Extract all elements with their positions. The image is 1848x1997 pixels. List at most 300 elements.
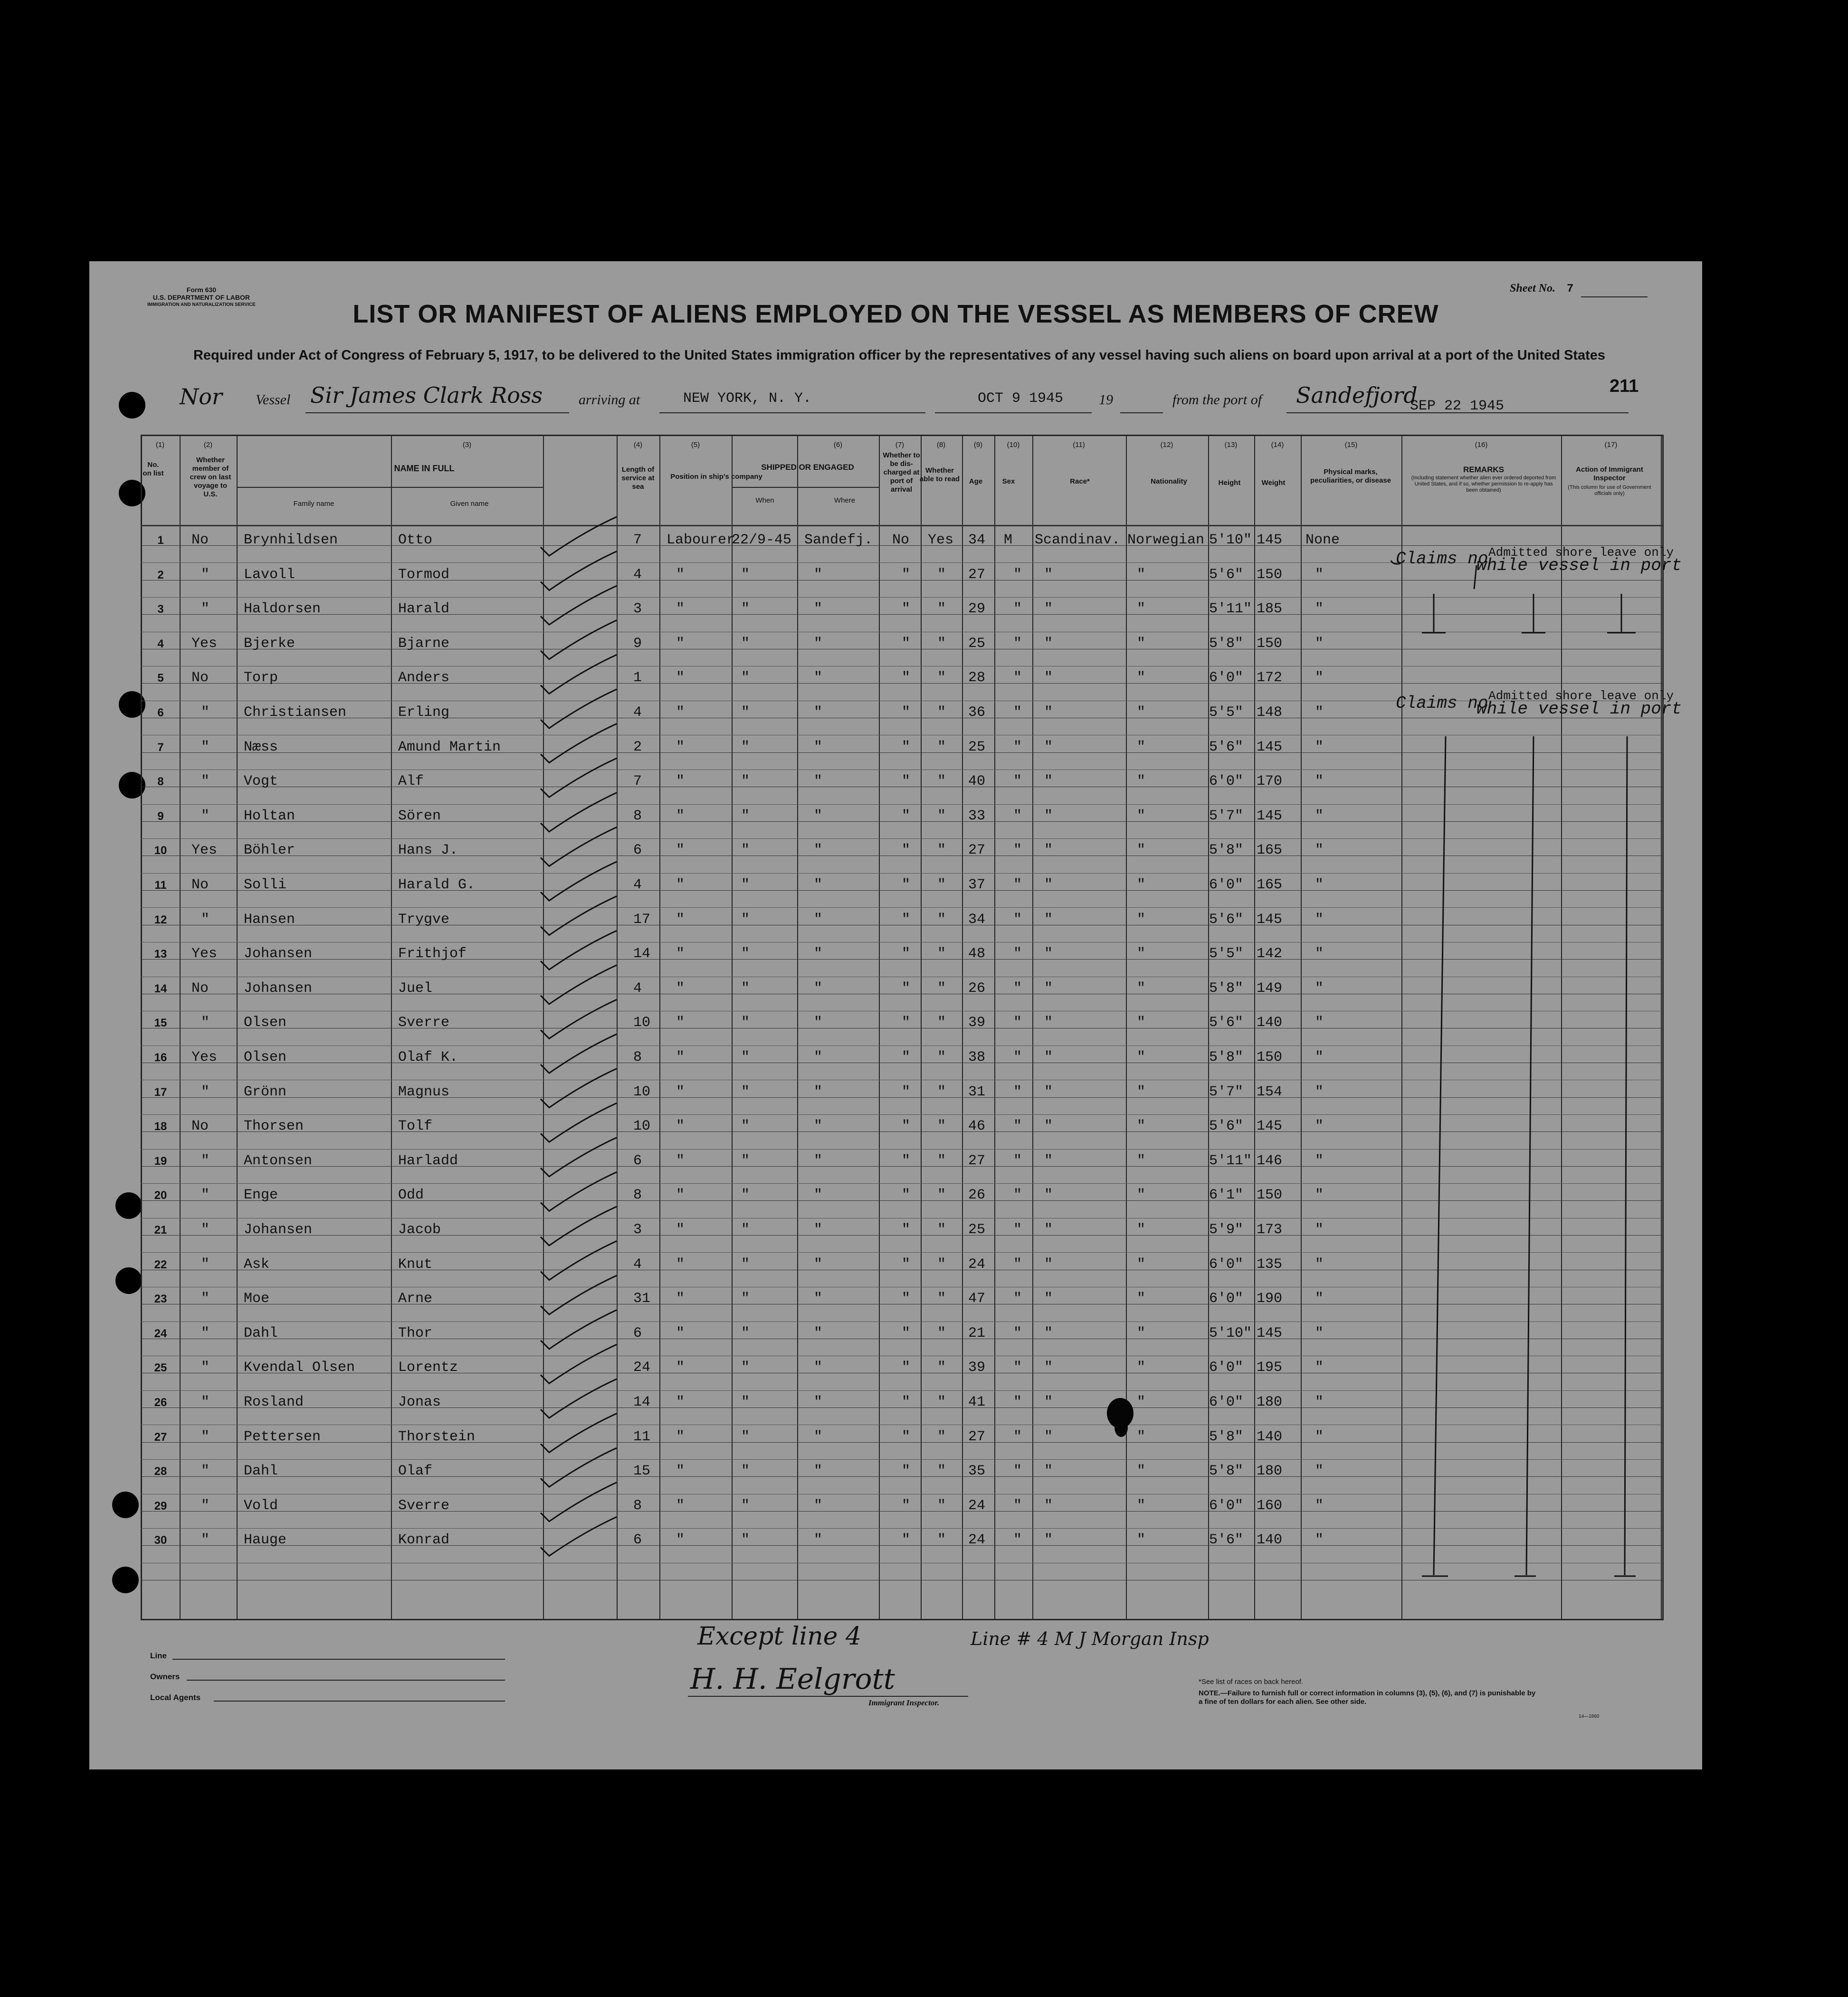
cell-position: " (676, 1394, 685, 1410)
check-mark (541, 724, 617, 763)
cell-nationality: " (1137, 1291, 1146, 1307)
cell-discharged: " (902, 1118, 911, 1135)
header-shipped-engaged: SHIPPED OR ENGAGED (761, 463, 854, 472)
header-last-voyage: Whether member of crew on last voyage to U.S. (190, 456, 231, 498)
cell-age: 39 (968, 1360, 986, 1376)
cell-given: Sören (398, 808, 441, 824)
cell-race: " (1044, 1152, 1053, 1169)
cell-when: " (741, 1222, 750, 1238)
cell-height: 6'0" (1209, 1256, 1244, 1273)
cell-height: 5'6" (1209, 1532, 1244, 1549)
column-number: (9) (973, 441, 983, 449)
cell-when: " (741, 566, 750, 583)
cell-weight: 150 (1257, 566, 1283, 583)
cell-family: Holtan (244, 808, 295, 824)
cell-where: " (814, 1222, 823, 1238)
cell-when: " (741, 635, 750, 652)
cell-read: " (937, 1256, 946, 1273)
cell-given: Erling (398, 704, 450, 721)
cell-last-voyage: " (201, 1291, 210, 1307)
cell-weight: 135 (1257, 1256, 1283, 1273)
cell-given: Sverre (398, 1497, 450, 1514)
check-mark (541, 931, 617, 970)
row-number: 17 (154, 1085, 167, 1099)
year-prefix: 19 (1099, 392, 1113, 408)
manifest-sheet (89, 261, 1702, 1769)
cell-sex: " (1013, 601, 1022, 618)
sheet-number-label: Sheet No. (1510, 282, 1555, 295)
row-number: 8 (157, 775, 164, 789)
cell-race: " (1044, 1049, 1053, 1065)
check-mark (541, 655, 617, 694)
cell-sex: " (1013, 1152, 1022, 1169)
cell-given: Bjarne (398, 635, 450, 652)
header-height: Height (1218, 479, 1241, 487)
cell-age: 29 (968, 601, 986, 618)
cell-nationality: " (1137, 1152, 1146, 1169)
cell-when: " (741, 1463, 750, 1480)
cell-discharged: " (902, 1015, 911, 1031)
cell-nationality: " (1137, 1463, 1146, 1480)
cell-when: " (741, 1325, 750, 1341)
cell-family: Antonsen (244, 1152, 313, 1169)
cell-family: Grönn (244, 1084, 287, 1100)
cell-nationality: " (1137, 1222, 1146, 1238)
cell-when: " (741, 911, 750, 928)
cell-family: Moe (244, 1291, 270, 1307)
cell-where: " (814, 1256, 823, 1273)
column-number: (8) (936, 441, 946, 449)
column-number: (12) (1160, 441, 1173, 449)
cell-race: " (1044, 1497, 1053, 1514)
cell-discharged: " (902, 1428, 911, 1445)
departure-port: Sandefjord (1296, 382, 1418, 408)
cell-weight: 145 (1257, 808, 1283, 824)
cell-nationality: " (1137, 1325, 1146, 1341)
cell-family: Böhler (244, 842, 295, 859)
cell-weight: 170 (1257, 773, 1283, 790)
cell-last-voyage: " (201, 773, 210, 790)
cell-service: 31 (633, 1291, 651, 1307)
header-nationality: Nationality (1151, 477, 1187, 485)
header-remarks: REMARKS (1463, 465, 1504, 474)
cell-read: " (937, 1532, 946, 1549)
cell-when: " (741, 1394, 750, 1410)
cell-weight: 150 (1257, 1187, 1283, 1204)
cell-discharged: " (902, 1187, 911, 1204)
cell-sex: " (1013, 1187, 1022, 1204)
cell-height: 5'9" (1209, 1222, 1244, 1238)
cell-read: " (937, 1222, 946, 1238)
cell-family: Vold (244, 1497, 278, 1514)
page-number: 211 (1610, 376, 1639, 396)
cell-last-voyage: Yes (191, 635, 218, 652)
column-number: (5) (691, 441, 700, 449)
sheet-number-value: 7 (1567, 283, 1574, 295)
cell-marks: " (1315, 601, 1324, 618)
cell-position: " (676, 1291, 685, 1307)
column-number: (3) (462, 441, 472, 449)
cell-family: Haldorsen (244, 601, 321, 618)
cell-nationality: " (1137, 670, 1146, 686)
cell-marks: " (1315, 670, 1324, 686)
cell-race: " (1044, 911, 1053, 928)
cell-position: " (676, 1187, 685, 1204)
cell-nationality: " (1137, 1049, 1146, 1065)
cell-when: " (741, 1118, 750, 1135)
cell-discharged: " (902, 1084, 911, 1100)
cell-marks: " (1315, 1015, 1324, 1031)
cell-marks: " (1315, 1325, 1324, 1341)
cell-position: " (676, 1360, 685, 1376)
cell-race: " (1044, 808, 1053, 824)
cell-position: " (676, 1118, 685, 1135)
cell-marks: " (1315, 1463, 1324, 1480)
cell-where: " (814, 911, 823, 928)
cell-height: 5'8" (1209, 1463, 1244, 1480)
cell-where: " (814, 1325, 823, 1341)
cell-sex: " (1013, 1015, 1022, 1031)
cell-read: " (937, 704, 946, 721)
cell-service: 7 (633, 773, 642, 790)
cell-where: " (814, 808, 823, 824)
cell-weight: 160 (1257, 1497, 1283, 1514)
cell-read: " (937, 877, 946, 893)
cell-nationality: " (1137, 1256, 1146, 1273)
remark-row5-handwritten: Claims no (1396, 694, 1488, 713)
cell-race: " (1044, 1532, 1053, 1549)
cell-sex: " (1013, 911, 1022, 928)
cell-age: 37 (968, 877, 986, 893)
check-mark (541, 1517, 617, 1556)
cell-when: " (741, 739, 750, 755)
cell-position: " (676, 1463, 685, 1480)
cell-position: " (676, 601, 685, 618)
cell-where: " (814, 946, 823, 962)
cell-position: " (676, 1222, 685, 1238)
cell-service: 14 (633, 946, 651, 962)
check-mark (541, 620, 617, 659)
cell-height: 6'0" (1209, 1360, 1244, 1376)
cell-race: " (1044, 773, 1053, 790)
check-mark (541, 1241, 617, 1280)
cell-read: " (937, 670, 946, 686)
cell-position: " (676, 739, 685, 755)
cell-service: 10 (633, 1084, 651, 1100)
cell-discharged: " (902, 1291, 911, 1307)
arrival-date: OCT 9 1945 (978, 390, 1064, 407)
cell-sex: " (1013, 842, 1022, 859)
cell-family: Pettersen (244, 1428, 321, 1445)
check-mark (541, 586, 617, 625)
header-position: Position in ship's company (670, 473, 762, 481)
header-age: Age (969, 477, 983, 485)
cell-last-voyage: No (191, 877, 209, 893)
cell-marks: " (1315, 739, 1324, 755)
header-no-on-list: No. on list (143, 461, 164, 477)
cell-read: " (937, 1463, 946, 1480)
cell-position: " (676, 773, 685, 790)
cell-read: " (937, 946, 946, 962)
cell-service: 7 (633, 532, 642, 548)
cell-height: 5'10" (1209, 1325, 1252, 1341)
cell-marks: " (1315, 773, 1324, 790)
cell-weight: 154 (1257, 1084, 1283, 1100)
department-name: U.S. DEPARTMENT OF LABOR (152, 294, 250, 301)
cell-age: 40 (968, 773, 986, 790)
cell-position: " (676, 946, 685, 962)
cell-read: " (937, 808, 946, 824)
cell-service: 6 (633, 1325, 642, 1341)
cell-position: " (676, 670, 685, 686)
cell-service: 6 (633, 1152, 642, 1169)
cell-marks: " (1315, 1049, 1324, 1065)
cell-given: Jonas (398, 1394, 441, 1410)
cell-service: 6 (633, 842, 642, 859)
cell-weight: 190 (1257, 1291, 1283, 1307)
cell-marks: " (1315, 946, 1324, 962)
header-action: Action of Immigrant Inspector (1576, 466, 1643, 482)
cell-service: 4 (633, 704, 642, 721)
cell-last-voyage: " (201, 1015, 210, 1031)
cell-marks: " (1315, 1360, 1324, 1376)
cell-race: Scandinav. (1035, 532, 1121, 548)
cell-last-voyage: " (201, 1497, 210, 1514)
cell-height: 6'1" (1209, 1187, 1244, 1204)
row-number: 21 (154, 1224, 167, 1236)
cell-weight: 195 (1257, 1360, 1283, 1376)
cell-height: 5'8" (1209, 980, 1244, 997)
cell-when: " (741, 773, 750, 790)
cell-when: 22/9-45 (732, 532, 792, 548)
cell-when: " (741, 1187, 750, 1204)
column-number: (16) (1475, 441, 1488, 449)
cell-last-voyage: Yes (191, 946, 218, 962)
cell-height: 5'6" (1209, 1118, 1244, 1135)
cell-sex: " (1013, 1084, 1022, 1100)
cell-marks: " (1315, 1118, 1324, 1135)
cell-service: 8 (633, 1497, 642, 1514)
cell-last-voyage: " (201, 601, 210, 618)
cell-weight: 148 (1257, 704, 1283, 721)
cell-given: Olaf (398, 1463, 433, 1480)
cell-race: " (1044, 1325, 1053, 1341)
header-length-service: Length of service at sea (621, 466, 655, 491)
cell-given: Thor (398, 1325, 433, 1341)
cell-where: " (814, 1291, 823, 1307)
cell-last-voyage: " (201, 1360, 210, 1376)
cell-where: " (814, 1049, 823, 1065)
cell-weight: 146 (1257, 1152, 1283, 1169)
row-number: 26 (154, 1396, 167, 1409)
cell-height: 5'7" (1209, 808, 1244, 824)
cell-height: 5'7" (1209, 1084, 1244, 1100)
cell-nationality: Norwegian (1127, 532, 1205, 548)
cell-height: 5'6" (1209, 1015, 1244, 1031)
cell-discharged: " (902, 1532, 911, 1549)
cell-marks: " (1315, 842, 1324, 859)
row-number: 19 (154, 1154, 167, 1168)
column-number: (14) (1271, 441, 1284, 449)
page-title: LIST OR MANIFEST OF ALIENS EMPLOYED ON THE VESSEL AS MEMBERS OF CREW (352, 300, 1439, 328)
cell-service: 9 (633, 635, 642, 652)
cell-race: " (1044, 1222, 1053, 1238)
cell-position: " (676, 635, 685, 652)
cell-service: 8 (633, 1049, 642, 1065)
departure-date: SEP 22 1945 (1410, 398, 1505, 414)
row-number: 23 (154, 1293, 167, 1306)
cell-last-voyage: " (201, 1532, 210, 1549)
cell-sex: " (1013, 1222, 1022, 1238)
cell-given: Jacob (398, 1222, 441, 1238)
cell-age: 33 (968, 808, 986, 824)
column-number: (7) (895, 441, 905, 449)
cell-discharged: " (902, 1152, 911, 1169)
cell-sex: " (1013, 1325, 1022, 1341)
cell-family: Johansen (244, 1222, 313, 1238)
cell-marks: " (1315, 704, 1324, 721)
cell-service: 15 (633, 1463, 651, 1480)
cell-nationality: " (1137, 1497, 1146, 1514)
cell-nationality: " (1137, 1394, 1146, 1410)
cell-last-voyage: No (191, 670, 209, 686)
header-weight: Weight (1261, 479, 1286, 487)
cell-family: Torp (244, 670, 278, 686)
cell-sex: " (1013, 946, 1022, 962)
cell-discharged: " (902, 808, 911, 824)
cell-marks: " (1315, 1291, 1324, 1307)
cell-sex: " (1013, 1532, 1022, 1549)
check-mark (541, 1275, 617, 1314)
cell-where: " (814, 1152, 823, 1169)
cell-weight: 150 (1257, 635, 1283, 652)
cell-age: 24 (968, 1256, 986, 1273)
cell-nationality: " (1137, 1015, 1146, 1031)
header-race: Race* (1070, 477, 1090, 485)
cell-family: Brynhildsen (244, 532, 338, 548)
cell-race: " (1044, 670, 1053, 686)
cell-last-voyage: " (201, 739, 210, 755)
cell-discharged: " (902, 670, 911, 686)
vessel-name: Sir James Clark Ross (310, 382, 543, 408)
check-mark (541, 1483, 617, 1522)
cell-family: Solli (244, 877, 287, 893)
cell-height: 5'11" (1209, 1152, 1252, 1169)
check-mark (541, 1103, 617, 1142)
cell-marks: " (1315, 566, 1324, 583)
cell-when: " (741, 704, 750, 721)
cell-weight: 180 (1257, 1394, 1283, 1410)
cell-family: Rosland (244, 1394, 304, 1410)
cell-age: 39 (968, 1015, 986, 1031)
cell-nationality: " (1137, 946, 1146, 962)
cell-sex: " (1013, 1118, 1022, 1135)
cell-given: Olaf K. (398, 1049, 458, 1065)
cell-race: " (1044, 842, 1053, 859)
cell-position: " (676, 1532, 685, 1549)
cell-sex: " (1013, 773, 1022, 790)
cell-read: " (937, 1291, 946, 1307)
cell-last-voyage: " (201, 1394, 210, 1410)
cell-age: 27 (968, 566, 986, 583)
cell-given: Hans J. (398, 842, 458, 859)
row-number: 24 (154, 1327, 167, 1340)
cell-marks: " (1315, 1187, 1324, 1204)
cell-age: 46 (968, 1118, 986, 1135)
check-mark (541, 1414, 617, 1453)
check-mark (541, 517, 617, 556)
arriving-port: NEW YORK, N. Y. (683, 390, 812, 407)
row-number: 2 (157, 568, 164, 581)
column-number: (10) (1007, 441, 1020, 449)
cell-position: " (676, 911, 685, 928)
row-number: 25 (154, 1361, 167, 1375)
cell-read: " (937, 1325, 946, 1341)
cell-weight: 145 (1257, 739, 1283, 755)
cell-nationality: " (1137, 1187, 1146, 1204)
cell-when: " (741, 877, 750, 893)
row-number: 4 (157, 637, 164, 650)
cell-where: " (814, 1084, 823, 1100)
row-number: 18 (154, 1120, 167, 1133)
cell-height: 5'11" (1209, 601, 1252, 618)
row-number: 5 (157, 672, 164, 685)
cell-discharged: " (902, 773, 911, 790)
check-mark (541, 689, 617, 728)
cell-service: 8 (633, 808, 642, 824)
cell-service: 24 (633, 1360, 651, 1376)
cell-race: " (1044, 635, 1053, 652)
cell-sex: " (1013, 980, 1022, 997)
cell-nationality: " (1137, 1118, 1146, 1135)
cell-age: 26 (968, 1187, 986, 1204)
cell-when: " (741, 946, 750, 962)
cell-sex: " (1013, 808, 1022, 824)
check-mark (541, 862, 617, 901)
remark-row1-typed: Admitted shore leave only (1488, 545, 1674, 560)
cell-height: 5'6" (1209, 566, 1244, 583)
cell-family: Ask (244, 1256, 270, 1273)
cell-read: " (937, 566, 946, 583)
cell-read: " (937, 773, 946, 790)
column-number: (17) (1604, 441, 1618, 449)
header-given-name: Given name (450, 500, 489, 508)
cell-position: " (676, 1325, 685, 1341)
row-number: 28 (154, 1465, 167, 1478)
cell-family: Johansen (244, 946, 313, 962)
cell-age: 47 (968, 1291, 986, 1307)
cell-where: " (814, 1187, 823, 1204)
cell-sex: " (1013, 1360, 1022, 1376)
form-number: Form 630 (186, 286, 217, 294)
cell-weight: 140 (1257, 1428, 1283, 1445)
cell-read: " (937, 1394, 946, 1410)
cell-discharged: " (902, 1360, 911, 1376)
cell-given: Trygve (398, 911, 450, 928)
cell-sex: " (1013, 635, 1022, 652)
cell-last-voyage: " (201, 1325, 210, 1341)
cell-age: 24 (968, 1497, 986, 1514)
cell-last-voyage: " (201, 1222, 210, 1238)
cell-where: " (814, 842, 823, 859)
row-number: 7 (157, 741, 164, 754)
cell-service: 6 (633, 1532, 642, 1549)
check-mark (541, 1034, 617, 1073)
cell-when: " (741, 842, 750, 859)
footer-owners-label: Owners (150, 1672, 180, 1681)
cell-position: " (676, 704, 685, 721)
cell-race: " (1044, 1118, 1053, 1135)
